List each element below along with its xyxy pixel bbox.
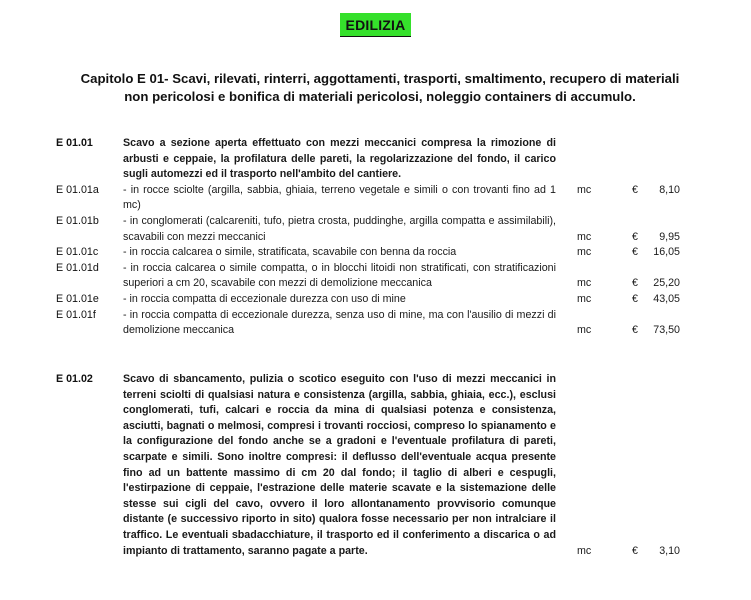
item-unit: mc bbox=[577, 246, 592, 259]
item-row-e0101e bbox=[0, 292, 751, 308]
item-code: E 01.01a bbox=[56, 183, 99, 196]
item-row-e0101c bbox=[0, 245, 751, 261]
item-currency: € bbox=[632, 277, 638, 290]
item-description: - in roccia compatta di eccezionale durezza, senza uso di mine, ma con l'ausilio di mezzi di demolizione meccanica bbox=[123, 308, 556, 337]
item-row-e0101f bbox=[0, 308, 751, 339]
item-unit: mc bbox=[577, 292, 592, 305]
entry-unit: mc bbox=[577, 544, 592, 557]
item-description: - in rocce sciolte (argilla, sabbia, ghiaia, terreno vegetale e simili o con trovanti fino ad 1 mc) bbox=[123, 183, 556, 212]
item-unit: mc bbox=[577, 230, 592, 243]
item-price: 73,50 bbox=[653, 324, 680, 337]
item-row-e0101d bbox=[0, 261, 751, 292]
entry-currency: € bbox=[632, 544, 638, 557]
entry-e0101 bbox=[0, 136, 751, 339]
item-code: E 01.01c bbox=[56, 246, 99, 259]
item-currency: € bbox=[632, 183, 638, 196]
item-unit: mc bbox=[577, 277, 592, 290]
item-currency: € bbox=[632, 246, 638, 259]
item-price: 9,95 bbox=[659, 230, 680, 243]
item-description: - in conglomerati (calcareniti, tufo, pietra crosta, puddinghe, argilla compatta e assimilabili), scavabili con mezzi meccanici bbox=[123, 214, 556, 243]
entry-code: E 01.01 bbox=[56, 137, 93, 149]
item-description: - in roccia calcarea o simile compatta, o in blocchi litoidi non stratificati, con stratificazioni superiori a cm 20, scavabile con mezzi di demolizione meccanica bbox=[123, 261, 556, 290]
chapter-title-line-1: Capitolo E 01- Scavi, rilevati, rinterri, aggottamenti, trasporti, smaltimento, recupero di materiali bbox=[80, 71, 680, 86]
item-code: E 01.01e bbox=[56, 292, 99, 305]
item-row-e0101a bbox=[0, 183, 751, 214]
item-currency: € bbox=[632, 324, 638, 337]
item-price: 8,10 bbox=[659, 183, 680, 196]
item-description: - in roccia compatta di eccezionale durezza con uso di mine bbox=[123, 292, 406, 305]
header bbox=[0, 13, 751, 37]
item-row-e0101b bbox=[0, 214, 751, 245]
chapter-title-line-2: non pericolosi e bonifica di materiali pericolosi, noleggio containers di accumulo. bbox=[124, 89, 636, 104]
item-price: 16,05 bbox=[653, 246, 680, 259]
entry-e0102 bbox=[0, 372, 751, 559]
entry-header-row bbox=[0, 372, 751, 559]
item-code: E 01.01b bbox=[56, 214, 99, 227]
item-price: 25,20 bbox=[653, 277, 680, 290]
item-description: - in roccia calcarea o simile, stratificata, scavabile con benna da roccia bbox=[123, 246, 457, 259]
entry-code: E 01.02 bbox=[56, 373, 93, 385]
item-price: 43,05 bbox=[653, 292, 680, 305]
item-unit: mc bbox=[577, 324, 592, 337]
entry-price: 3,10 bbox=[659, 544, 680, 557]
section-badge: EDILIZIA bbox=[340, 13, 412, 37]
entry-description: Scavo di sbancamento, pulizia o scotico eseguito con l'uso di mezzi meccanici in terreni sciolti di qualsiasi natura e consistenza (argilla, sabbia, ghiaia, ecc.), esclusi conglomerati, tufi, calcari e roccia da mina di qualsiasi potenza e consistenza, asciutti, bagnati o melmosi, compresi i trovanti rocciosi, compreso lo spianamento e la configurazione del fondo anche se a gradoni e l'eventuale profilatura di pareti, scarpate e simili. Sono inoltre compresi: il deflusso dell'eventuale acqua presente fino ad un battente massimo di cm 20 dal fondo; il taglio di alberi e cespugli, l'estirpazione di ceppaie, l'estrazione delle materie scavate e la sistemazione delle stesse sui cigli del cavo, ovvero il loro allontanamento provvisorio comunque distante (e successivo riporto in sito) qualora fosse necessario per non intralciare il traffico. Le eventuali sbadacchiature, il trasporto ed il conferimento a discarica o ad impianto di trattamento, saranno pagate a parte. bbox=[123, 373, 556, 557]
item-currency: € bbox=[632, 292, 638, 305]
entry-header-row bbox=[0, 136, 751, 183]
item-unit: mc bbox=[577, 183, 592, 196]
chapter-title bbox=[40, 70, 720, 106]
item-code: E 01.01f bbox=[56, 308, 96, 321]
item-code: E 01.01d bbox=[56, 261, 99, 274]
entry-description: Scavo a sezione aperta effettuato con mezzi meccanici compresa la rimozione di arbusti e ceppaie, la profilatura delle pareti, la regolarizzazione del fondo, il carico sugli automezzi ed il trasporto nell'ambito del cantiere. bbox=[123, 137, 556, 181]
item-currency: € bbox=[632, 230, 638, 243]
